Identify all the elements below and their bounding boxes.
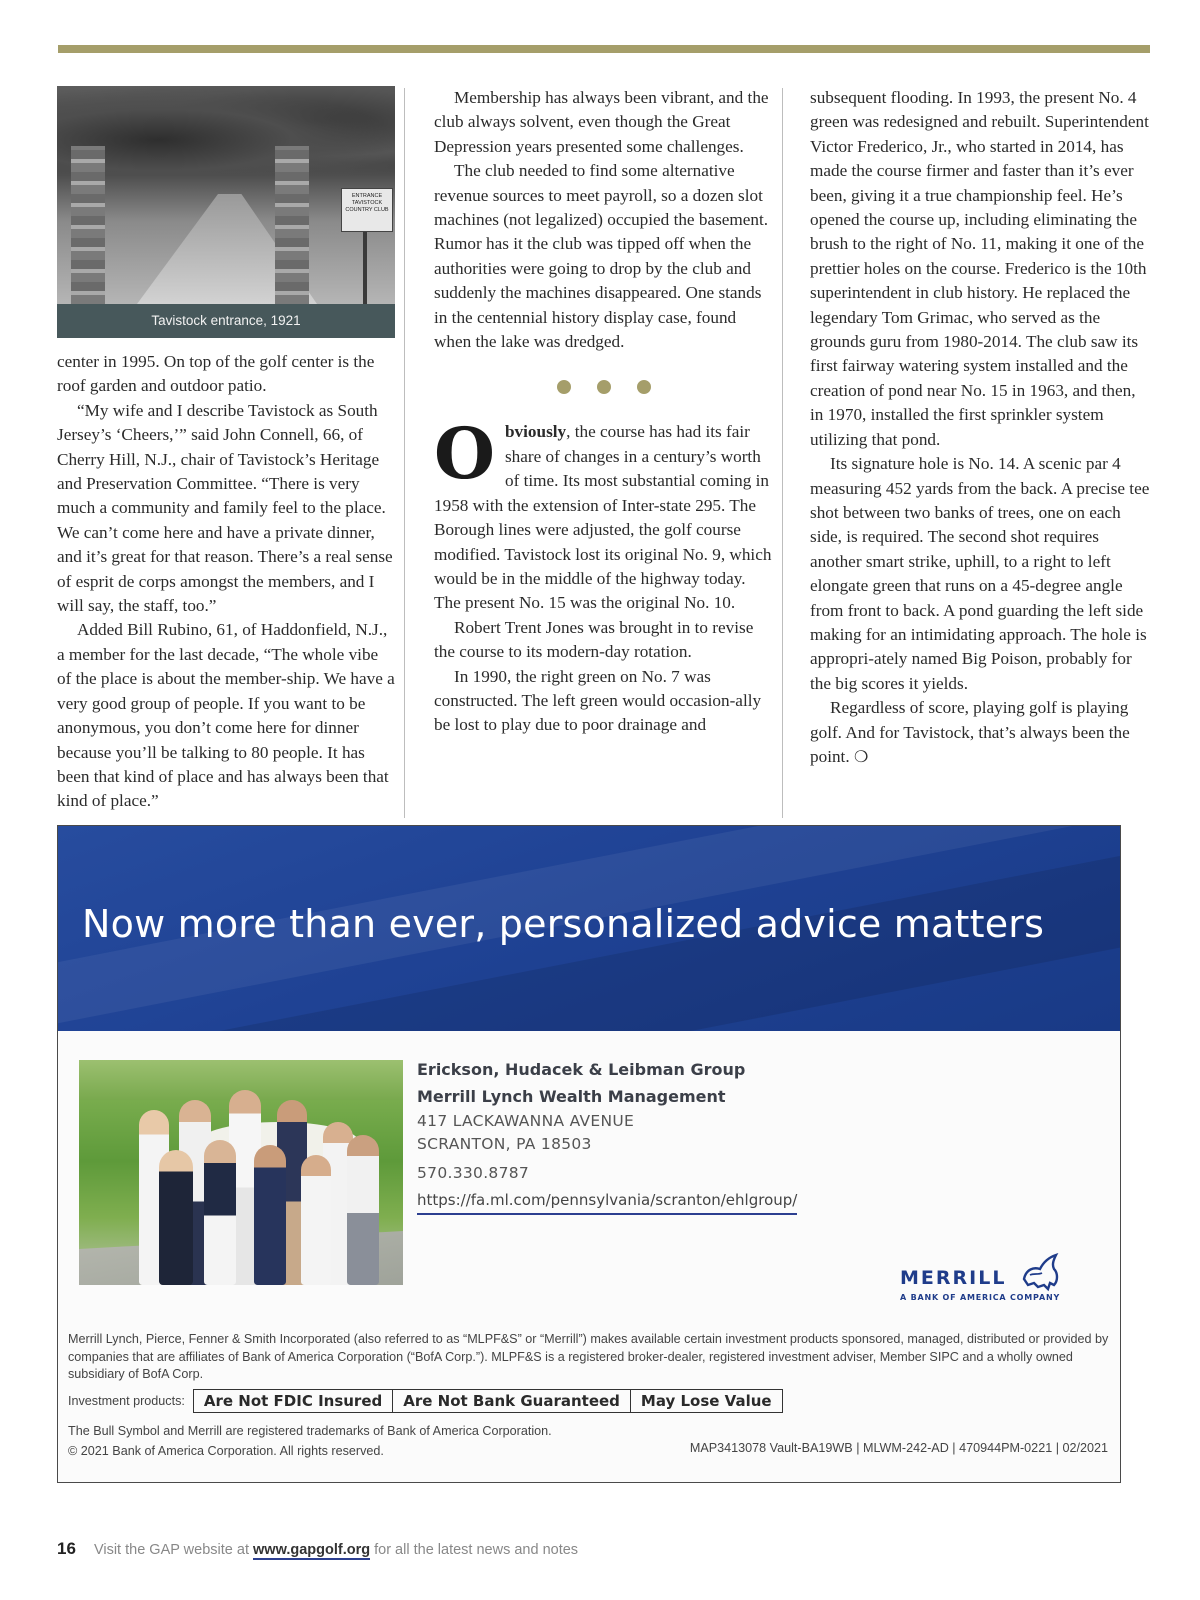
- ad-banner: [58, 826, 1120, 1031]
- paragraph: [810, 696, 1150, 769]
- copyright-line: © 2021 Bank of America Corporation. All rights reserved.: [68, 1444, 384, 1458]
- end-mark-icon: ❍: [853, 746, 869, 766]
- merrill-wordmark: MERRILL: [900, 1267, 1007, 1289]
- team-photo: [79, 1060, 403, 1285]
- firm-name: Merrill Lynch Wealth Management: [417, 1087, 726, 1106]
- dot: [557, 380, 571, 394]
- footer-text-before: Visit the GAP website at: [93, 1542, 249, 1558]
- drop-cap: O: [434, 412, 495, 496]
- ad-headline: Now more than ever, personalized advice matters: [82, 902, 1045, 946]
- page-footer: [57, 1539, 578, 1559]
- column-divider: [404, 88, 405, 818]
- phone-number: 570.330.8787: [417, 1164, 530, 1182]
- advisor-contact-info: [417, 1056, 797, 1215]
- last-paragraph-text: Regardless of score, playing golf is playing golf. And for Tavistock, that’s always been the point.: [810, 698, 1130, 766]
- top-rule: [58, 45, 1150, 53]
- trademark-notice: [68, 1421, 552, 1461]
- stone-pillar-right: [275, 146, 309, 304]
- paragraph: “My wife and I describe Tavistock as South Jersey’s ‘Cheers,’” said John Connell, 66, of Cherry Hill, N.J., chair of Tavistock’s Heritage and Preservation Committee. “There is very much a community and family feel to the place. We can’t come here and have a private dinner, and it’s great for that reason. There’s a real sense of esprit de corps amongst the members, and I will say, the staff, too.”: [57, 400, 393, 616]
- lead-paragraph: [434, 412, 774, 615]
- footer-text-after: for all the latest news and notes: [374, 1542, 579, 1558]
- article-column-2: [434, 86, 774, 738]
- paragraph: The club needed to find some alternative revenue sources to meet payroll, so a dozen slot machines (not legalized) occupied the basement. Rumor has it the club was tipped off when the authorities were going to drop by the club and suddenly the machines disappeared. One stands in the centennial history display case, found when the lake was dredged.: [434, 161, 769, 352]
- paragraph: Membership has always been vibrant, and the club always solvent, even though the Great Depression years presented some challenges.: [434, 88, 769, 156]
- investment-products-label: Investment products:: [68, 1394, 185, 1408]
- merrill-tagline: A BANK OF AMERICA COMPANY: [900, 1293, 1061, 1302]
- address-line-1: 417 LACKAWANNA AVENUE: [417, 1112, 635, 1130]
- dot: [637, 380, 651, 394]
- investment-products-row: [68, 1389, 783, 1413]
- paragraph: Robert Trent Jones was brought in to revise the course to its modern-day rotation.: [434, 617, 754, 662]
- photo-caption: Tavistock entrance, 1921: [57, 304, 395, 338]
- tavistock-entrance-photo: [57, 86, 395, 304]
- paragraph: subsequent flooding. In 1993, the present No. 4 green was redesigned and rebuilt. Superintendent Victor Frederico, Jr., who started in 2014, has made the course firmer and faster than it’s ever been, giving it a true championship feel. He’s opened the course up, including eliminating the brush to the right of No. 11, making it one of the prettier holes on the course. Frederico is the 10th superintendent in club history. He replaced the legendary Tom Grimac, who served as the grounds guru from 1980-2014. The club saw its first fairway watering system installed and the creation of pond near No. 15 in 1963, and then, in 1970, installed the first sprinkler system utilizing that pond.: [810, 88, 1149, 449]
- investment-disclosure-box: [193, 1389, 783, 1413]
- paragraph: In 1990, the right green on No. 7 was constructed. The left green would occasion-ally be lost to play due to poor drainage and: [434, 666, 762, 735]
- column-divider: [782, 88, 783, 818]
- stone-pillar-left: [71, 146, 105, 304]
- may-lose-value: May Lose Value: [640, 1392, 772, 1410]
- not-bank-guaranteed: Are Not Bank Guaranteed: [393, 1390, 631, 1412]
- address-line-2: SCRANTON, PA 18503: [417, 1135, 592, 1153]
- page-number: 16: [57, 1539, 76, 1558]
- bull-icon: [1020, 1249, 1060, 1293]
- lead-rest: , the course has had its fair share of changes in a century’s worth of time. Its most substantial coming in 1958 with the extension of Inter-state 295. The Borough lines were adjusted, the golf course modified. Tavistock lost its original No. 9, which would be in the middle of the highway today. The present No. 15 was the original No. 10.: [434, 422, 772, 613]
- not-fdic-insured: Are Not FDIC Insured: [194, 1390, 393, 1412]
- legal-disclaimer: Merrill Lynch, Pierce, Fenner & Smith Incorporated (also referred to as “MLPF&S” or “Merrill”) makes available certain investment products sponsored, managed, distributed or provided by companies that are affiliates of Bank of America Corporation (“BofA Corp.”). MLPF&S is a registered broker-dealer, registered investment adviser, Member SIPC and a wholly owned subsidiary of BofA Corp.: [68, 1332, 1109, 1381]
- article-column-1: [57, 86, 395, 814]
- advisor-website-link[interactable]: https://fa.ml.com/pennsylvania/scranton/ehlgroup/: [417, 1187, 797, 1215]
- paragraph: Its signature hole is No. 14. A scenic par 4 measuring 452 yards from the back. A precise tee shot between two banks of trees, one on each side, is required. The second shot requires another smart strike, uphill, to a right to left elongate green that runs on a 45-degree angle from front to back. A pond guarding the left side making for an intimidating approach. The hole is appropri-ately named Big Poison, probably for the big scores it yields.: [810, 454, 1150, 693]
- trademark-line: The Bull Symbol and Merrill are registered trademarks of Bank of America Corporation.: [68, 1424, 552, 1438]
- merrill-advertisement: [57, 825, 1121, 1483]
- entrance-sign: ENTRANCE TAVISTOCK COUNTRY CLUB: [341, 188, 393, 232]
- ad-reference-code: MAP3413078 Vault-BA19WB | MLWM-242-AD | 470944PM-0221 | 02/2021: [689, 1441, 1108, 1455]
- group-name: Erickson, Hudacek & Leibman Group: [417, 1060, 746, 1079]
- gap-website-link[interactable]: www.gapgolf.org: [253, 1542, 371, 1558]
- merrill-logo: [900, 1249, 1085, 1304]
- paragraph: center in 1995. On top of the golf center is the roof garden and outdoor patio.: [57, 352, 375, 396]
- paragraph: Added Bill Rubino, 61, of Haddonfield, N.J., a member for the last decade, “The whole vibe of the place is about the member-ship. We have a very good group of people. If you want to be anonymous, you don’t come here for dinner because you’ll be talking to 80 people. It has been that kind of place and has always been that kind of place.”: [57, 620, 395, 811]
- article-column-3: [810, 86, 1150, 769]
- dot: [597, 380, 611, 394]
- section-break-dots: [434, 354, 774, 420]
- lead-word: bviously: [504, 422, 567, 442]
